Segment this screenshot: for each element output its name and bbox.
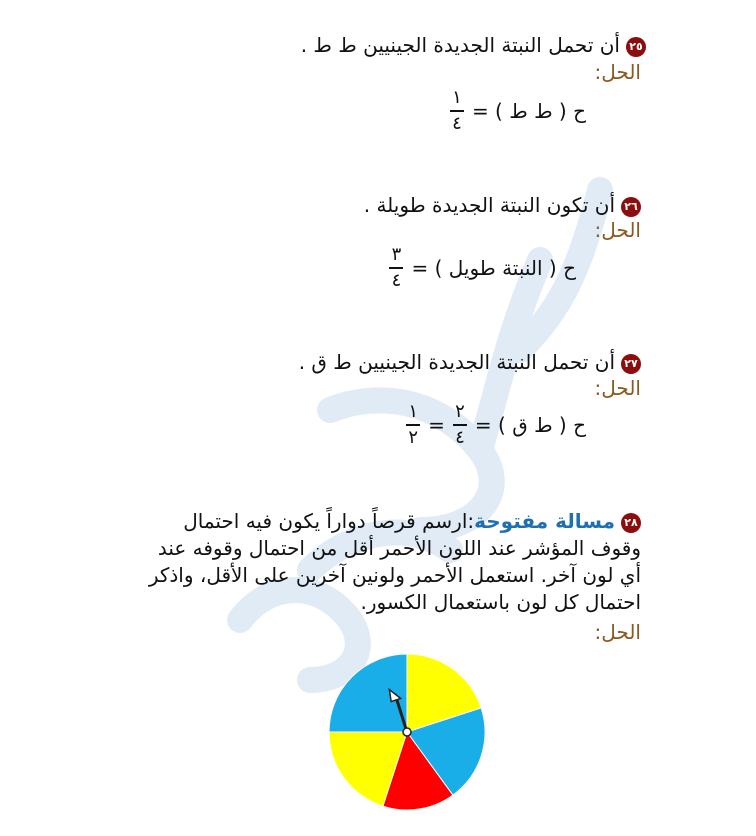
open-problem-heading: مسالة مفتوحة: [474, 509, 615, 533]
fraction-bar: [453, 424, 467, 426]
fraction-denominator: ٢: [408, 427, 418, 448]
fraction-denominator: ٤: [452, 113, 462, 134]
fraction-bar: [406, 424, 420, 426]
fraction-numerator: ٢: [455, 401, 465, 422]
spinner-sector-blue: [329, 654, 407, 732]
fraction-numerator: ١: [452, 87, 462, 108]
equation-27: [406, 402, 586, 448]
open-problem-body: :ارسم قرصاً دواراً يكون فيه احتمال وقوف المؤشر عند اللون الأحمر أقل من احتمال وقوفه عند أي لون آخر. استعمل الأحمر ولونين آخرين على الأقل، واذكر احتمال كل لون باستعمال الكسور.: [148, 509, 641, 614]
question-27: [299, 350, 641, 374]
question-number-badge: ٢٥: [626, 37, 646, 57]
question-text: أن تكون النبتة الجديدة طويلة .: [363, 193, 615, 217]
fraction-denominator: ٤: [391, 270, 402, 291]
question-number-badge: ٢٨: [621, 513, 641, 533]
question-25: [301, 33, 646, 57]
equation-26: [389, 245, 576, 291]
question-26: [364, 193, 641, 217]
fraction: [450, 88, 464, 134]
solution-label: الحل:: [594, 218, 641, 242]
equation-25: [450, 88, 586, 134]
fraction: [406, 402, 420, 448]
spinner-diagram: [325, 648, 489, 812]
fraction-numerator: ١: [408, 401, 418, 422]
fraction-denominator: ٤: [455, 427, 465, 448]
solution-label: الحل:: [594, 60, 641, 84]
question-text: أن تحمل النبتة الجديدة الجينيين ط ط .: [300, 33, 620, 57]
solution-label: الحل:: [594, 376, 641, 400]
question-number-badge: ٢٦: [621, 197, 641, 217]
fraction-numerator: ٣: [391, 244, 402, 265]
fraction-bar: [389, 267, 403, 269]
question-text: أن تحمل النبتة الجديدة الجينيين ط ق .: [298, 350, 615, 374]
equation-lhs: ح ( النبتة طويل ) =: [411, 256, 576, 280]
equals-sign: =: [428, 413, 445, 437]
equation-lhs: ح ( ط ط ) =: [471, 99, 586, 123]
question-number-badge: ٢٧: [621, 354, 641, 374]
fraction: [453, 402, 467, 448]
open-problem-28: [141, 508, 641, 616]
equation-lhs: ح ( ط ق ) =: [474, 413, 586, 437]
solution-label: الحل:: [594, 620, 641, 644]
fraction-bar: [450, 110, 464, 112]
fraction: [389, 245, 403, 291]
